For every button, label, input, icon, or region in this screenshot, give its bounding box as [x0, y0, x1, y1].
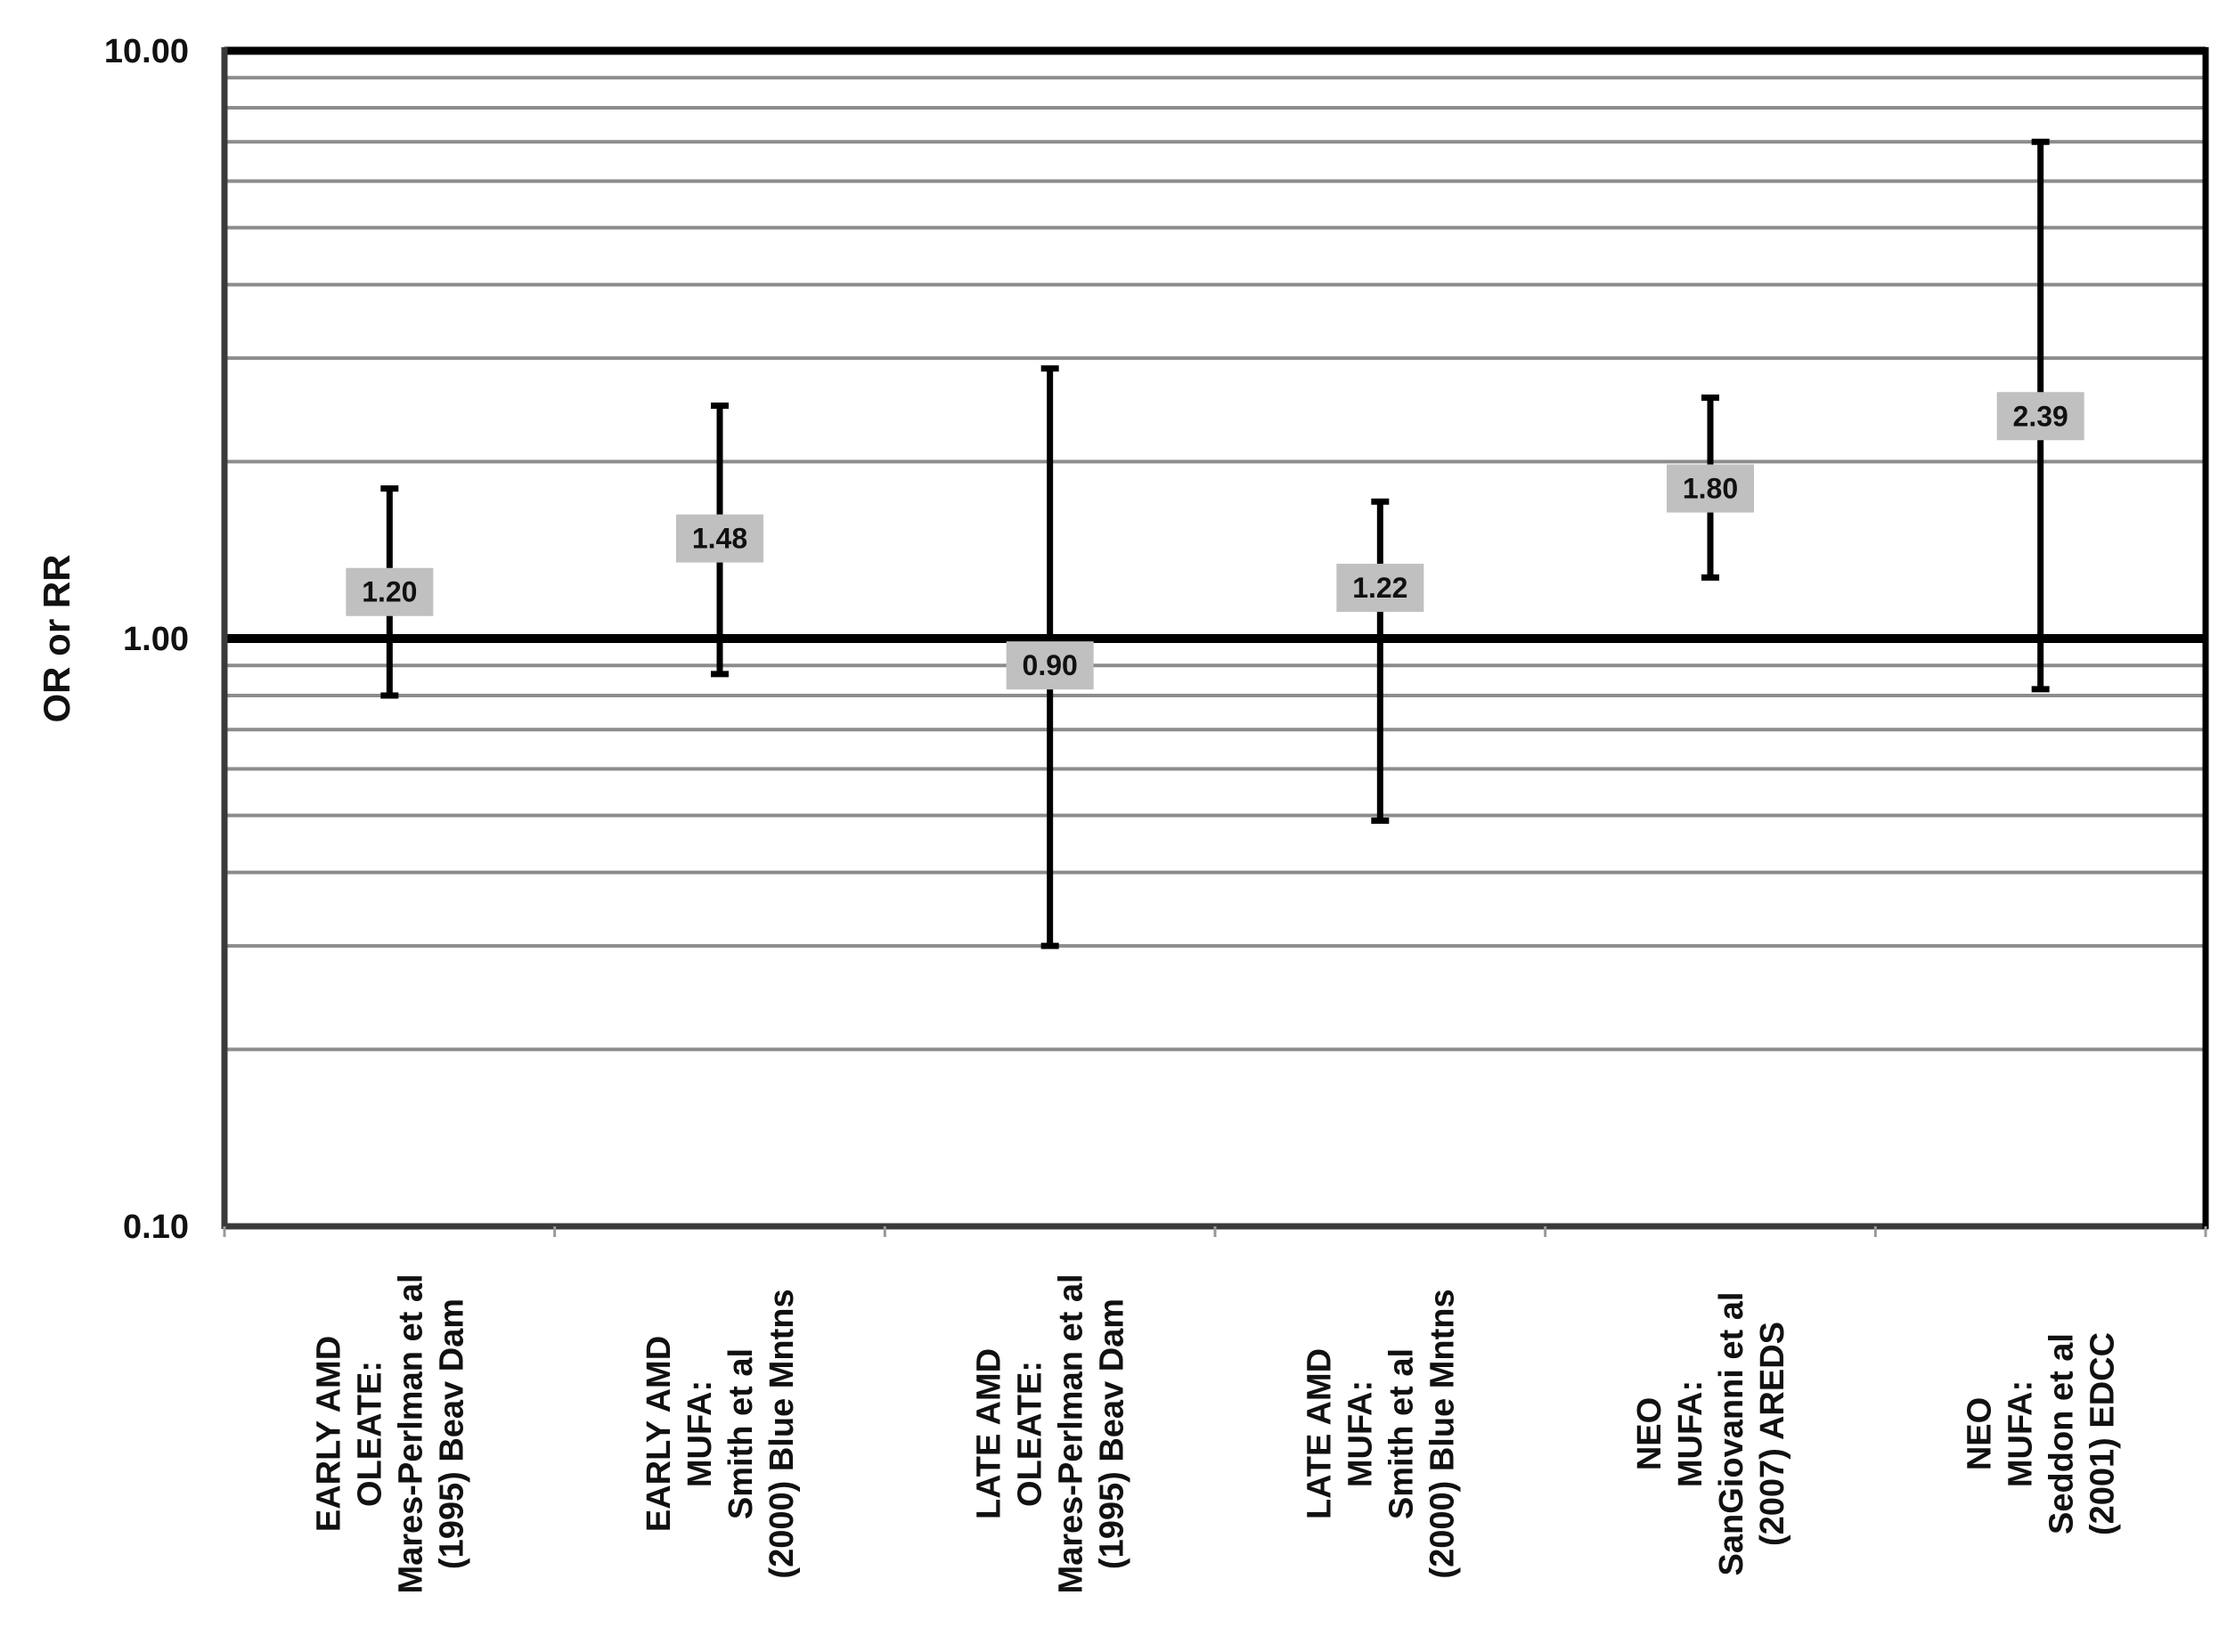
point-estimate-label: 1.20 [362, 575, 418, 608]
category-label-line: EARLY AMD [640, 1335, 678, 1533]
category-label-line: EARLY AMD [310, 1335, 348, 1533]
category-label-line: Mares-Perlman et al [1052, 1274, 1090, 1594]
category-label-line: OLEATE: [1011, 1361, 1049, 1507]
axes [224, 47, 2208, 1237]
category-label-line: Smith et al [722, 1347, 760, 1520]
category-label-line: MUFA: [1672, 1379, 1709, 1488]
point-estimate-label: 1.48 [691, 522, 748, 555]
category-label [310, 1274, 470, 1593]
error-bar [1997, 142, 2084, 689]
error-bars [346, 142, 2084, 946]
error-bar [1007, 369, 1094, 946]
category-label-line: (1995) Beav Dam [433, 1298, 471, 1570]
category-label [640, 1289, 801, 1578]
error-bar [676, 406, 763, 674]
x-axis-category-labels [310, 1274, 2121, 1593]
category-label-line: NEO [1631, 1396, 1668, 1471]
category-label-line: SanGiovanni et al [1713, 1291, 1750, 1576]
category-label-line: (2000) Blue Mntns [763, 1289, 801, 1579]
category-label [1962, 1332, 2122, 1535]
category-label-line: LATE AMD [970, 1347, 1008, 1520]
category-label-line: OLEATE: [351, 1361, 389, 1507]
category-label-line: Seddon et al [2043, 1333, 2081, 1534]
category-label-line: NEO [1961, 1396, 1999, 1471]
category-label-line: (2000) Blue Mntns [1423, 1289, 1462, 1579]
category-label-line: (2001) EDCC [2084, 1331, 2122, 1536]
point-estimate-label: 1.80 [1682, 472, 1739, 505]
gridlines [224, 77, 2206, 1049]
category-label-line: Mares-Perlman et al [392, 1274, 430, 1594]
category-label [971, 1274, 1131, 1593]
point-estimate-label: 1.22 [1352, 572, 1408, 605]
y-tick-label: 1.00 [123, 621, 189, 658]
y-axis-title: OR or RR [36, 554, 77, 723]
category-label-line: MUFA: [1342, 1379, 1380, 1488]
category-label [1631, 1292, 1791, 1576]
category-label-line: LATE AMD [1301, 1347, 1339, 1520]
error-bar [1336, 501, 1423, 820]
category-label [1301, 1289, 1461, 1578]
category-label-line: MUFA: [681, 1379, 719, 1488]
category-label-line: (1995) Beav Dam [1093, 1298, 1131, 1570]
error-bar [1667, 397, 1754, 577]
y-tick-label: 0.10 [123, 1208, 189, 1246]
category-label-line: Smith et al [1383, 1347, 1421, 1520]
point-estimate-label: 0.90 [1022, 649, 1078, 682]
category-label-line: (2007) AREDS [1754, 1321, 1791, 1547]
point-estimate-label: 2.39 [2012, 400, 2068, 433]
y-tick-label: 10.00 [103, 33, 189, 70]
category-label-line: MUFA: [2002, 1379, 2040, 1488]
y-axis-tick-labels [104, 33, 189, 1246]
